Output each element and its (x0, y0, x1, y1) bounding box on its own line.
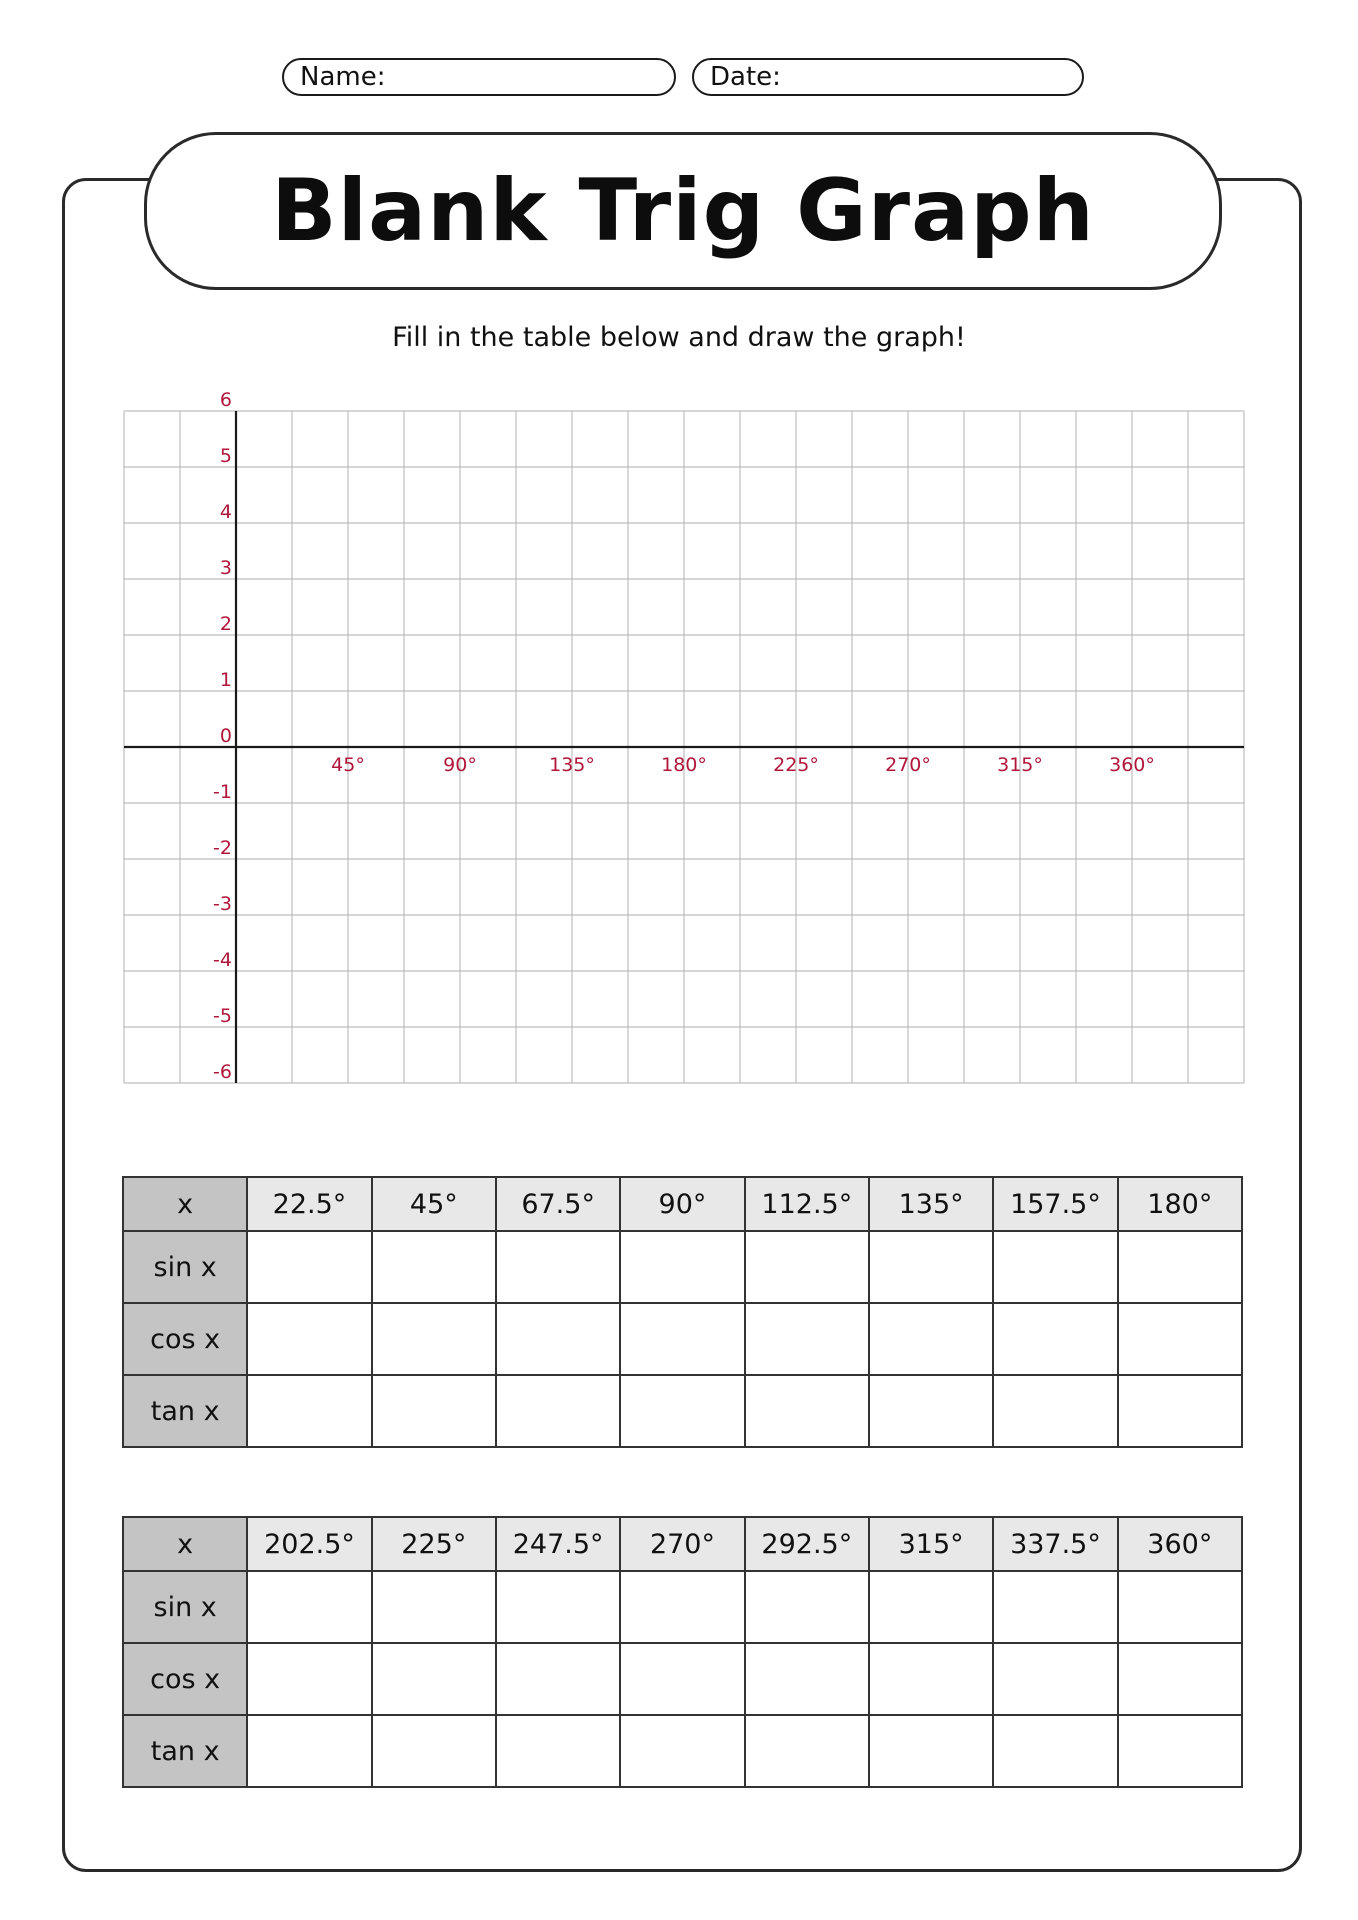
answer-cell[interactable] (496, 1715, 620, 1787)
answer-cell[interactable] (993, 1231, 1117, 1303)
function-label: cos x (123, 1303, 247, 1375)
angle-header: 90° (620, 1177, 744, 1231)
header-x-label: x (123, 1177, 247, 1231)
answer-cell[interactable] (372, 1375, 496, 1447)
answer-cell[interactable] (745, 1231, 869, 1303)
answer-cell[interactable] (869, 1643, 993, 1715)
x-tick-label: 225° (773, 754, 819, 776)
table-row (123, 1643, 1242, 1715)
angle-header: 202.5° (247, 1517, 371, 1571)
values-table-1 (122, 1176, 1243, 1448)
x-tick-label: 270° (885, 754, 931, 776)
answer-cell[interactable] (1118, 1303, 1242, 1375)
answer-cell[interactable] (620, 1643, 744, 1715)
angle-header: 360° (1118, 1517, 1242, 1571)
answer-cell[interactable] (745, 1571, 869, 1643)
angle-header: 315° (869, 1517, 993, 1571)
angle-header: 45° (372, 1177, 496, 1231)
answer-cell[interactable] (247, 1571, 371, 1643)
answer-cell[interactable] (993, 1715, 1117, 1787)
function-label: sin x (123, 1571, 247, 1643)
answer-cell[interactable] (745, 1715, 869, 1787)
answer-cell[interactable] (372, 1643, 496, 1715)
function-label: tan x (123, 1715, 247, 1787)
answer-cell[interactable] (620, 1231, 744, 1303)
x-tick-label: 360° (1109, 754, 1155, 776)
table-row (123, 1231, 1242, 1303)
answer-cell[interactable] (372, 1715, 496, 1787)
table-row (123, 1715, 1242, 1787)
x-tick-label: 90° (443, 754, 477, 776)
angle-header: 67.5° (496, 1177, 620, 1231)
answer-cell[interactable] (1118, 1643, 1242, 1715)
answer-cell[interactable] (496, 1643, 620, 1715)
answer-cell[interactable] (620, 1375, 744, 1447)
angle-header: 270° (620, 1517, 744, 1571)
answer-cell[interactable] (247, 1375, 371, 1447)
function-label: cos x (123, 1643, 247, 1715)
answer-cell[interactable] (496, 1231, 620, 1303)
x-tick-label: 315° (997, 754, 1043, 776)
answer-cell[interactable] (1118, 1571, 1242, 1643)
y-tick-label: -1 (213, 781, 232, 803)
values-table-2 (122, 1516, 1243, 1788)
answer-cell[interactable] (993, 1643, 1117, 1715)
answer-cell[interactable] (1118, 1375, 1242, 1447)
table-row (123, 1571, 1242, 1643)
angle-header: 135° (869, 1177, 993, 1231)
angle-header: 22.5° (247, 1177, 371, 1231)
answer-cell[interactable] (869, 1571, 993, 1643)
answer-cell[interactable] (1118, 1231, 1242, 1303)
answer-cell[interactable] (1118, 1715, 1242, 1787)
answer-cell[interactable] (869, 1715, 993, 1787)
y-tick-label: 3 (219, 557, 232, 579)
angle-header: 337.5° (993, 1517, 1117, 1571)
page-title: Blank Trig Graph (271, 161, 1095, 261)
answer-cell[interactable] (372, 1231, 496, 1303)
instructions: Fill in the table below and draw the graph! (392, 322, 966, 353)
y-tick-label: 6 (219, 389, 232, 411)
date-label: Date: (710, 62, 781, 92)
answer-cell[interactable] (496, 1571, 620, 1643)
angle-header: 225° (372, 1517, 496, 1571)
answer-cell[interactable] (247, 1715, 371, 1787)
answer-cell[interactable] (496, 1303, 620, 1375)
table-row (123, 1375, 1242, 1447)
y-tick-label: -3 (213, 893, 232, 915)
function-label: tan x (123, 1375, 247, 1447)
y-tick-label: 2 (219, 613, 232, 635)
table-row (123, 1303, 1242, 1375)
answer-cell[interactable] (993, 1303, 1117, 1375)
angle-header: 180° (1118, 1177, 1242, 1231)
y-tick-label: -2 (213, 837, 232, 859)
y-tick-label: 4 (219, 501, 232, 523)
y-tick-label: 1 (219, 669, 232, 691)
answer-cell[interactable] (496, 1375, 620, 1447)
answer-cell[interactable] (745, 1303, 869, 1375)
answer-cell[interactable] (372, 1303, 496, 1375)
y-tick-label: -6 (213, 1061, 232, 1083)
answer-cell[interactable] (620, 1715, 744, 1787)
table-header-row (123, 1517, 1242, 1571)
answer-cell[interactable] (247, 1303, 371, 1375)
x-tick-label: 180° (661, 754, 707, 776)
answer-cell[interactable] (620, 1571, 744, 1643)
answer-cell[interactable] (745, 1375, 869, 1447)
answer-cell[interactable] (372, 1571, 496, 1643)
answer-cell[interactable] (620, 1303, 744, 1375)
y-tick-label: -4 (213, 949, 232, 971)
answer-cell[interactable] (247, 1231, 371, 1303)
answer-cell[interactable] (869, 1303, 993, 1375)
answer-cell[interactable] (745, 1643, 869, 1715)
name-label: Name: (300, 62, 386, 92)
header-x-label: x (123, 1517, 247, 1571)
answer-cell[interactable] (247, 1643, 371, 1715)
angle-header: 157.5° (993, 1177, 1117, 1231)
function-label: sin x (123, 1231, 247, 1303)
y-tick-label: 5 (219, 445, 232, 467)
angle-header: 292.5° (745, 1517, 869, 1571)
y-tick-label: -5 (213, 1005, 232, 1027)
angle-header: 112.5° (745, 1177, 869, 1231)
answer-cell[interactable] (993, 1375, 1117, 1447)
answer-cell[interactable] (869, 1375, 993, 1447)
x-tick-label: 135° (549, 754, 595, 776)
answer-cell[interactable] (869, 1231, 993, 1303)
y-tick-label: 0 (219, 725, 232, 747)
angle-header: 247.5° (496, 1517, 620, 1571)
x-tick-label: 45° (331, 754, 365, 776)
answer-cell[interactable] (993, 1571, 1117, 1643)
table-header-row (123, 1177, 1242, 1231)
